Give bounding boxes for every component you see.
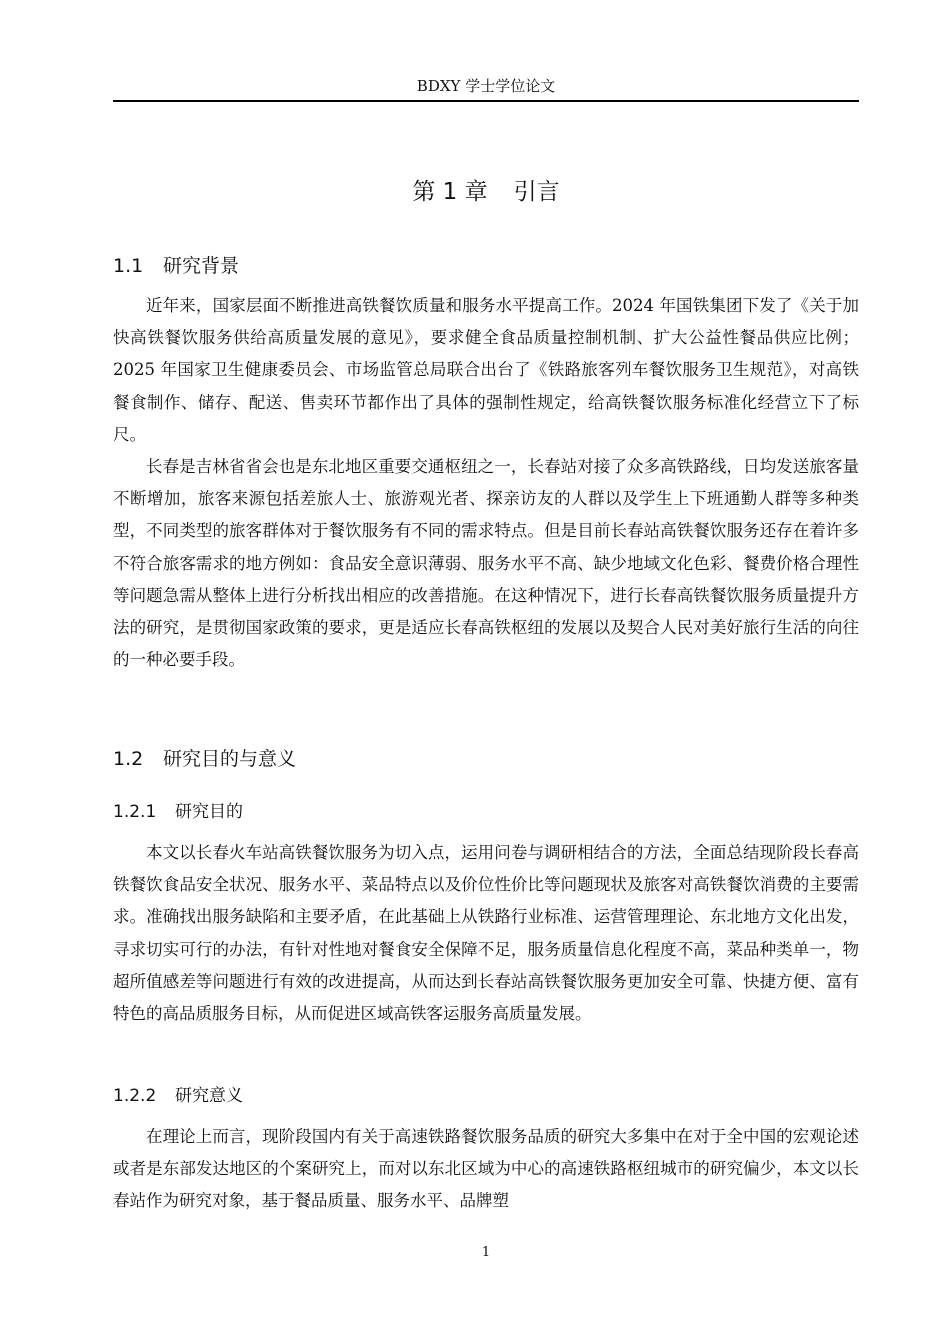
paragraph-1-1-a: 近年来，国家层面不断推进高铁餐饮质量和服务水平提高工作。2024 年国铁集团下发了《关于加快高铁餐饮服务供给高质量发展的意见》，要求健全食品质量控制机制、扩大公益性餐品供应比例；2025 年国家卫生健康委员会、市场监管总局联合出台了《铁路旅客列车餐饮服务卫生规范》，对高铁餐食制作、储存、配送、售卖环节都作出了具体的强制性规定，给高铁餐饮服务标准化经营立下了标尺。	[113, 296, 859, 444]
section-heading-1-2	[113, 745, 296, 773]
chapter-title	[113, 176, 859, 208]
chapter-number: 第 1 章	[412, 179, 488, 205]
subsection-heading-1-2-2	[113, 1083, 243, 1109]
header-rule	[113, 100, 859, 102]
chapter-name: 引言	[513, 179, 560, 205]
section-heading-1-1	[113, 252, 239, 280]
section-number: 1.1	[113, 255, 144, 277]
section-title: 研究背景	[163, 255, 240, 277]
section-number: 1.2	[113, 748, 144, 770]
running-header: BDXY 学士学位论文	[416, 77, 556, 95]
subsection-number: 1.2.1	[113, 802, 157, 822]
subsection-title: 研究意义	[175, 1086, 243, 1106]
subsection-heading-1-2-1	[113, 799, 243, 825]
paragraph-1-2-1: 本文以长春火车站高铁餐饮服务为切入点，运用问卷与调研相结合的方法，全面总结现阶段长春高铁餐饮食品安全状况、服务水平、菜品特点以及价位性价比等问题现状及旅客对高铁餐饮消费的主要需求。准确找出服务缺陷和主要矛盾，在此基础上从铁路行业标准、运营管理理论、东北地方文化出发，寻求切实可行的办法，有针对性地对餐食安全保障不足，服务质量信息化程度不高，菜品种类单一，物超所值感差等问题进行有效的改进提高，从而达到长春站高铁餐饮服务更加安全可靠、快捷方便、富有特色的高品质服务目标，从而促进区域高铁客运服务高质量发展。	[113, 843, 859, 1024]
subsection-number: 1.2.2	[113, 1086, 157, 1106]
paragraph-1-2-2: 在理论上而言，现阶段国内有关于高速铁路餐饮服务品质的研究大多集中在对于全中国的宏观论述或者是东部发达地区的个案研究上，而对以东北区域为中心的高速铁路枢纽城市的研究偏少，本文以长春站作为研究对象，基于餐品质量、服务水平、品牌塑	[113, 1127, 859, 1211]
page-number: 1	[481, 1245, 491, 1260]
subsection-title: 研究目的	[175, 802, 243, 822]
section-title: 研究目的与意义	[163, 748, 297, 770]
paragraph-1-1-b: 长春是吉林省省会也是东北地区重要交通枢纽之一，长春站对接了众多高铁路线，日均发送旅客量不断增加，旅客来源包括差旅人士、旅游观光者、探亲访友的人群以及学生上下班通勤人群等多种类型，不同类型的旅客群体对于餐饮服务有不同的需求特点。但是目前长春站高铁餐饮服务还存在着许多不符合旅客需求的地方例如：食品安全意识薄弱、服务水平不高、缺少地域文化色彩、餐费价格合理性等问题急需从整体上进行分析找出相应的改善措施。在这种情况下，进行长春高铁餐饮服务质量提升方法的研究，是贯彻国家政策的要求，更是适应长春高铁枢纽的发展以及契合人民对美好旅行生活的向往的一种必要手段。	[113, 457, 859, 670]
